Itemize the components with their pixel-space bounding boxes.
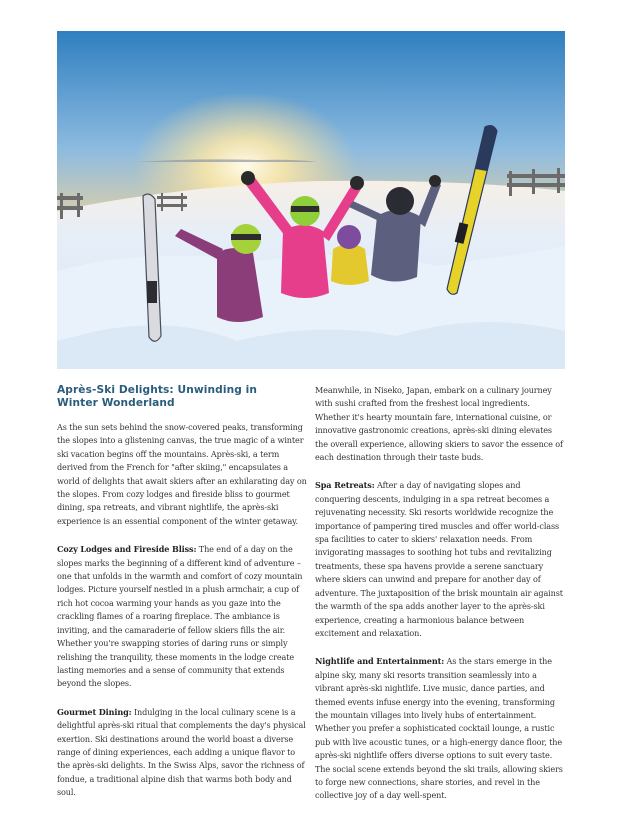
article-column-right: [315, 384, 565, 818]
article-column-left: [57, 384, 307, 815]
article-title: [57, 384, 307, 409]
article-title-line-2: Winter Wonderland: [57, 396, 175, 409]
dining-continued-paragraph: Meanwhile, in Niseko, Japan, embark on a culinary journey with sushi crafted from the freshest local ingredients. Whether it's hearty mountain fare, international cuisine, or innovative gastronomic creations, après-ski dining elevates the overall experience, allowing skiers to savor the essence of each destination through their taste buds.: [315, 385, 563, 463]
section-body-nightlife: As the stars emerge in the alpine sky, many ski resorts transition seamlessly into a vibrant après-ski nightlife. Live music, dance parties, and themed events infuse energy into the evening, transforming the mountain villages into lively hubs of entertainment. Whether you prefer a sophisticated cocktail lounge, a rustic pub with live acoustic tunes, or a high-energy dance floor, the après-ski nightlife offers diverse options to suit every taste. The social scene extends beyond the ski trails, allowing skiers to forge new connections, share stories, and revel in the collective joy of a day well-spent.: [315, 656, 563, 801]
section-heading-nightlife: Nightlife and Entertainment:: [315, 656, 445, 667]
hero-photo-kids-in-snow: [57, 31, 565, 369]
section-heading-cozy-lodges: Cozy Lodges and Fireside Bliss:: [57, 544, 197, 555]
section-gourmet-dining: [57, 706, 307, 800]
section-body-cozy-lodges: The end of a day on the slopes marks the beginning of a different kind of adventure – one that unfolds in the warmth and comfort of cozy mountain lodges. Picture yourself nestled in a plush armchair, a cup of rich hot cocoa warming your hands as you gaze into the crackling flames of a roaring fireplace. The ambiance is inviting, and the camaraderie of fellow skiers fills the air. Whether you're swapping stories of daring runs or simply relishing the tranquility, these moments in the lodge create lasting memories and a sense of community that extends beyond the slopes.: [57, 544, 303, 689]
section-body-gourmet-dining: Indulging in the local culinary scene is a delightful après-ski ritual that complements the day's physical exertion. Ski destinations around the world boast a diverse range of dining experiences, each adding a unique flavor to the après-ski delights. In the Swiss Alps, savor the richness of fondue, a traditional alpine dish that warms both body and soul.: [57, 706, 306, 798]
section-nightlife: [315, 655, 565, 802]
section-spa-retreats: [315, 479, 565, 640]
intro-paragraph: As the sun sets behind the snow-covered peaks, transforming the slopes into a glistening canvas, the true magic of a winter ski vacation begins off the mountains. Après-ski, a term derived from the French for "after skiing," encapsulates a world of delights that await skiers after an exhilarating day on the slopes. From cozy lodges and fireside bliss to gourmet dining, spa retreats, and vibrant nightlife, the après-ski experience is an essential component of the winter getaway.: [57, 422, 307, 526]
section-cozy-lodges: [57, 543, 307, 690]
section-heading-gourmet-dining: Gourmet Dining:: [57, 706, 132, 717]
section-body-spa-retreats: After a day of navigating slopes and conquering descents, indulging in a spa retreat becomes a rejuvenating necessity. Ski resorts worldwide recognize the importance of pampering tired muscles and offer world-class spa facilities to cater to skiers' relaxation needs. From invigorating massages to soothing hot tubs and revitalizing treatments, these spa havens provide a serene sanctuary where skiers can unwind and prepare for another day of adventure. The juxtaposition of the brisk mountain air against the warmth of the spa adds another layer to the après-ski experience, creating a harmonious balance between excitement and relaxation.: [315, 480, 563, 638]
section-heading-spa-retreats: Spa Retreats:: [315, 480, 375, 491]
article-title-line-1: Après-Ski Delights: Unwinding in: [57, 384, 258, 396]
